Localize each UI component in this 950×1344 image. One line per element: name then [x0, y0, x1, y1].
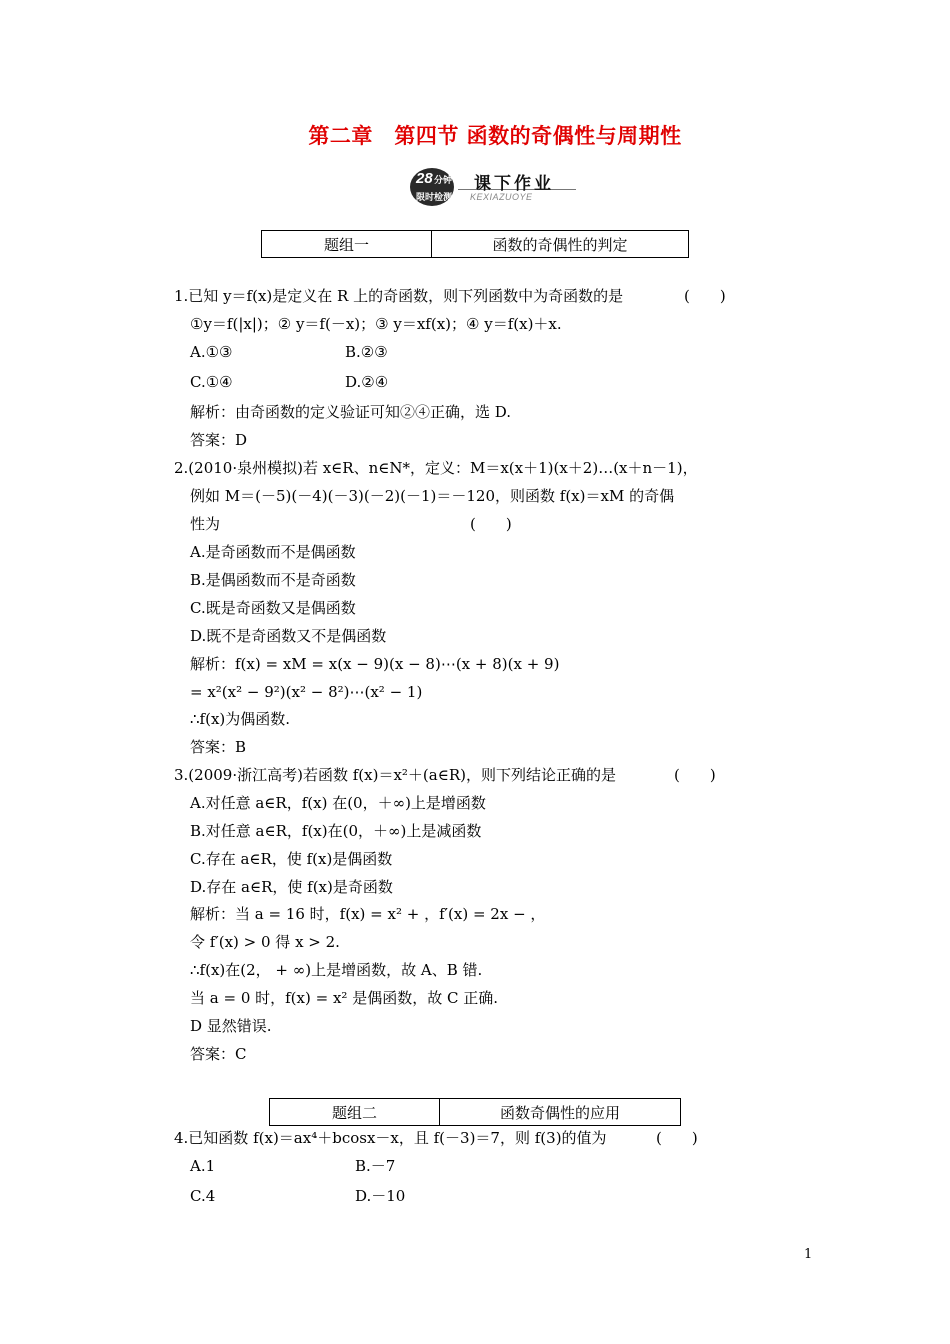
topic-description: 函数的奇偶性的判定	[492, 235, 628, 254]
q3-analysis-line2: 令 f′(x) > 0 得 x > 2.	[190, 933, 340, 951]
badge-unit: 分钟	[434, 175, 453, 185]
time-limit-badge	[410, 168, 454, 206]
q4-choice-a: A.1	[190, 1157, 216, 1175]
q4-choice-b: B.－7	[355, 1157, 396, 1175]
badge-subtitle: 限时检测	[416, 192, 453, 202]
q1-analysis: 解析：由奇函数的定义验证可知②④正确，选 D.	[190, 403, 512, 421]
q2-stem-line3: 性为	[190, 515, 221, 533]
q2-choice-b: B.是偶函数而不是奇函数	[190, 571, 356, 589]
topic-group-two-table	[269, 1098, 681, 1126]
q2-analysis-line2: = x²(x² − 9²)(x² − 8²)⋯(x² − 1)	[190, 683, 423, 701]
logo-english: KEXIAZUOYE	[470, 192, 533, 202]
q3-analysis-line3: ∴f(x)在(2， + ∞)上是增函数，故 A、B 错.	[190, 961, 483, 979]
page-number: 1	[804, 1247, 813, 1262]
page-title: 第二章 第四节 函数的奇偶性与周期性	[308, 124, 682, 148]
q3-answer-bracket: ( )	[674, 766, 716, 784]
q2-answer: 答案：B	[190, 738, 247, 756]
q2-stem-line1: 2.(2010·泉州模拟)若 x∈R、n∈N*，定义：M＝x(x＋1)(x＋2)…(x＋n－1)，	[174, 459, 698, 477]
q1-choice-a: A.①③	[190, 343, 233, 361]
badge-number: 28	[416, 170, 433, 187]
q2-choice-a: A.是奇函数而不是偶函数	[190, 543, 356, 561]
q3-choice-d: D.存在 a∈R，使 f(x)是奇函数	[190, 878, 393, 896]
q2-answer-bracket: ( )	[470, 515, 512, 533]
q3-answer: 答案：C	[190, 1045, 247, 1063]
q3-choice-c: C.存在 a∈R，使 f(x)是偶函数	[190, 850, 393, 868]
q1-choice-d: D.②④	[345, 373, 389, 391]
q2-choice-c: C.既是奇函数又是偶函数	[190, 599, 356, 617]
q3-analysis-line1: 解析：当 a = 16 时，f(x) = x² + ，f′(x) = 2x − ，	[190, 905, 546, 923]
logo-title: 课下作业	[474, 174, 554, 194]
topic-name: 题组一	[262, 231, 432, 257]
q3-choice-a: A.对任意 a∈R，f(x) 在(0，＋∞)上是增函数	[190, 794, 486, 812]
q4-answer-bracket: ( )	[656, 1129, 698, 1147]
topic-description: 函数奇偶性的应用	[499, 1103, 620, 1122]
topic-name: 题组二	[270, 1099, 440, 1125]
q4-stem: 4.已知函数 f(x)＝ax⁴＋bcosx－x，且 f(－3)＝7，则 f(3)的值为	[174, 1129, 607, 1147]
q1-choice-c: C.①④	[190, 373, 233, 391]
q2-stem-line2: 例如 M＝(－5)(－4)(－3)(－2)(－1)＝－120，则函数 f(x)＝xM 的奇偶	[190, 487, 675, 505]
q3-choice-b: B.对任意 a∈R，f(x)在(0，＋∞)上是减函数	[190, 822, 482, 840]
q4-choice-d: D.－10	[355, 1187, 406, 1205]
q2-analysis-line1: 解析：f(x) = xM = x(x − 9)(x − 8)⋯(x + 8)(x + 9)	[190, 655, 560, 673]
q1-answer: 答案：D	[190, 431, 248, 449]
q1-stem: 1.已知 y＝f(x)是定义在 R 上的奇函数，则下列函数中为奇函数的是	[174, 287, 624, 305]
q2-analysis-line3: ∴f(x)为偶函数.	[190, 710, 291, 728]
q4-choice-c: C.4	[190, 1187, 216, 1205]
topic-group-one-table	[261, 230, 689, 258]
q1-items: ①y＝f(|x|)；② y＝f(－x)；③ y＝xf(x)；④ y＝f(x)＋x.	[190, 315, 562, 333]
q2-choice-d: D.既不是奇函数又不是偶函数	[190, 627, 387, 645]
q1-answer-bracket: ( )	[684, 287, 726, 305]
homework-logo	[410, 168, 580, 208]
q1-choice-b: B.②③	[345, 343, 388, 361]
q3-analysis-line5: D 显然错误.	[190, 1017, 272, 1035]
q3-stem: 3.(2009·浙江高考)若函数 f(x)＝x²＋(a∈R)，则下列结论正确的是	[174, 766, 616, 784]
q3-analysis-line4: 当 a = 0 时，f(x) = x² 是偶函数，故 C 正确.	[190, 989, 498, 1007]
